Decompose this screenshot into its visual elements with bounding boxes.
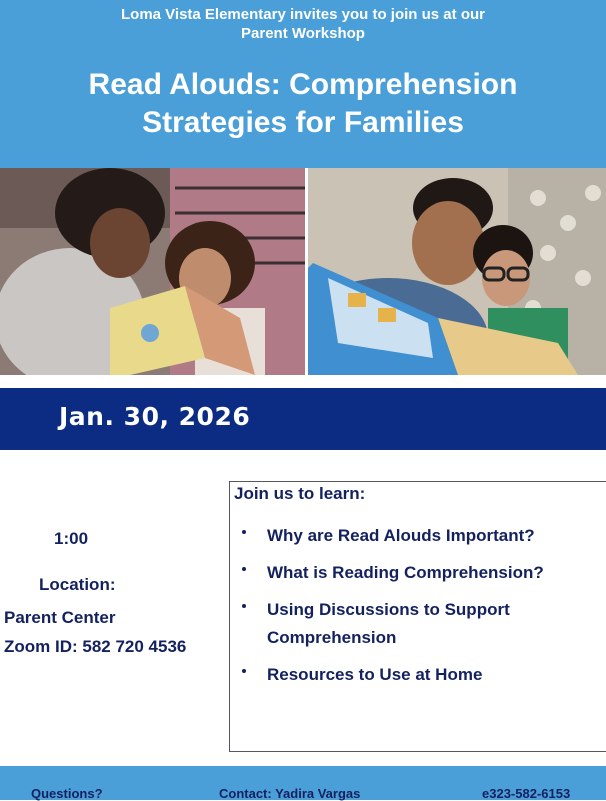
event-date: Jan. 30, 2026 <box>59 402 251 431</box>
mother-daughter-reading-photo <box>0 168 305 375</box>
bullet-icon <box>242 530 246 534</box>
father-son-reading-photo <box>308 168 606 375</box>
topic-text: What is Reading Comprehension? <box>267 563 544 582</box>
topic-list <box>230 522 570 698</box>
bullet-icon <box>242 669 246 673</box>
topic-text: Using Discussions to Support Comprehension <box>267 600 510 647</box>
zoom-id: Zoom ID: 582 720 4536 <box>4 637 187 656</box>
questions-text: Questions? <box>31 786 103 801</box>
date-banner <box>0 388 606 450</box>
topic-text: Why are Read Alouds Important? <box>267 526 535 545</box>
bullet-icon <box>242 604 246 608</box>
header-banner <box>0 0 606 168</box>
location-label: Location: <box>39 575 116 594</box>
topic-item <box>230 661 570 689</box>
footer-bar <box>0 766 606 800</box>
location-value: Parent Center <box>4 608 116 627</box>
topic-item <box>230 522 570 550</box>
learn-heading: Join us to learn: <box>234 484 366 503</box>
photo-strip <box>0 168 606 375</box>
topic-item <box>230 596 570 652</box>
workshop-title: Read Alouds: Comprehension Strategies for Families <box>88 68 518 139</box>
contact-name: Contact: Yadira Vargas <box>219 786 361 801</box>
event-time: 1:00 <box>54 529 89 548</box>
bullet-icon <box>242 567 246 571</box>
topic-item <box>230 559 570 587</box>
topic-text: Resources to Use at Home <box>267 665 483 684</box>
contact-phone: e323-582-6153 <box>482 786 571 801</box>
learning-topics-box <box>229 481 606 752</box>
invite-text: Loma Vista Elementary invites you to join us at our Parent Workshop <box>121 6 485 42</box>
